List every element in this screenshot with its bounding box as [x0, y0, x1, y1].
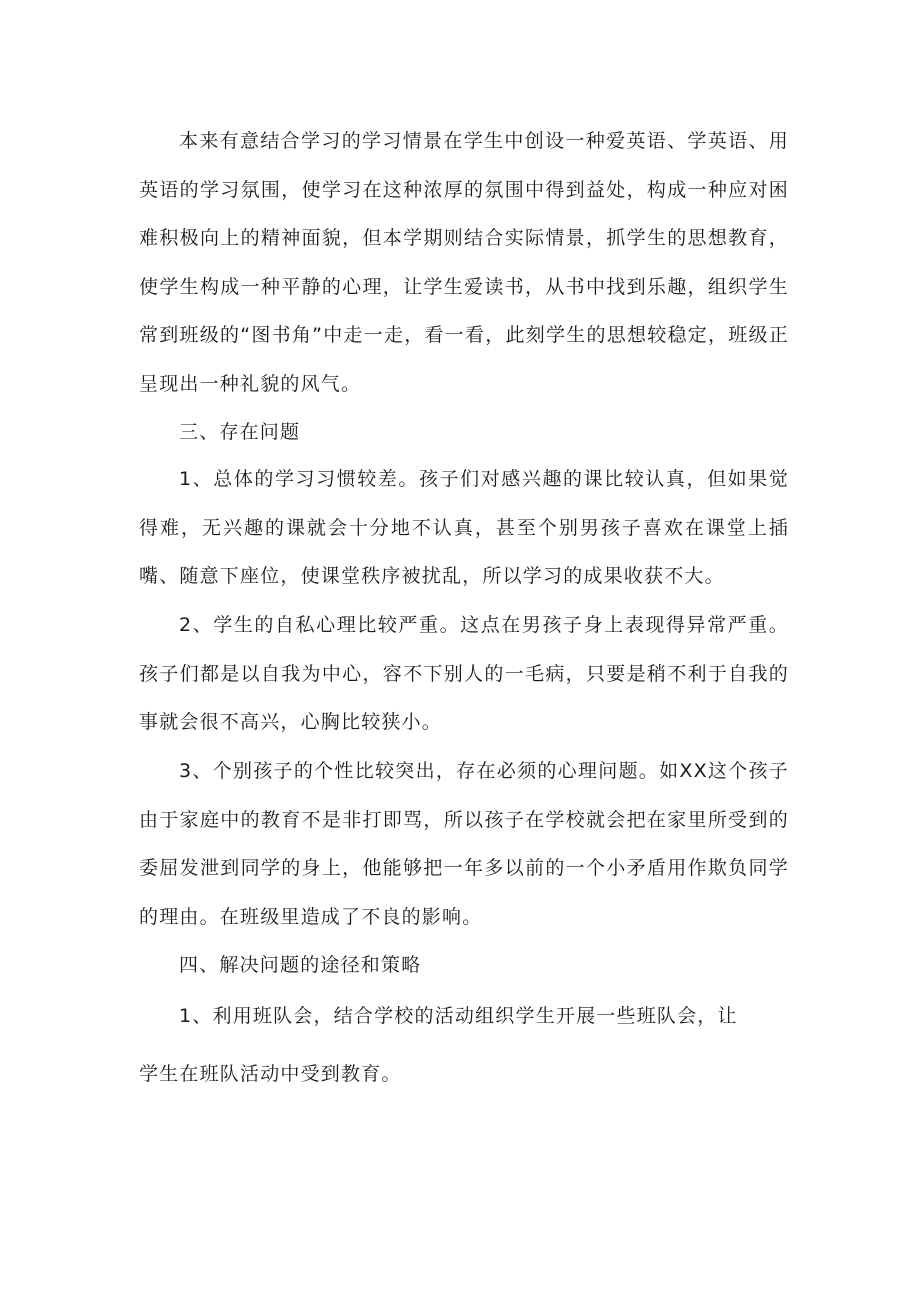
heading-existing-problems: 三、存在问题 — [179, 421, 301, 443]
paragraph-class-atmosphere: 本来有意结合学习的学习情景在学生中创设一种爱英语、学英语、用英语的学习氛围，使学习在这种浓厚的氛围中得到益处，构成一种应对困难积极向上的精神面貌，但本学期则结合实际情景，抓学生的思想教育，使学生构成一种平静的心理，让学生爱读书，从书中找到乐趣，组织学生常到班级的“图书角”中走一走，看一看，此刻学生的思想较稳定，班级正呈现出一种礼貌的风气。 — [139, 130, 789, 395]
paragraph-problem-2: 2、学生的自私心理比较严重。这点在男孩子身上表现得异常严重。孩子们都是以自我为中心，容不下别人的一毛病，只要是稍不利于自我的事就会很不高兴，心胸比较狭小。 — [139, 614, 789, 733]
heading-solutions: 四、解决问题的途径和策略 — [179, 954, 422, 976]
paragraph-problem-3: 3、个别孩子的个性比较突出，存在必须的心理问题。如XX这个孩子由于家庭中的教育不是非打即骂，所以孩子在学校就会把在家里所受到的委屈发泄到同学的身上，他能够把一年多以前的一个小矛盾用作欺负同学的理由。在班级里造成了不良的影响。 — [139, 760, 789, 928]
paragraph-problem-1: 1、总体的学习习惯较差。孩子们对感兴趣的课比较认真，但如果觉得难，无兴趣的课就会十分地不认真，甚至个别男孩子喜欢在课堂上插嘴、随意下座位，使课堂秩序被扰乱，所以学习的成果收获不大。 — [139, 468, 789, 587]
paragraph-solution-1: 1、利用班队会，结合学校的活动组织学生开展一些班队会，让 — [179, 1005, 738, 1027]
paragraph-solution-1-continued: 学生在班队活动中受到教育。 — [139, 1063, 402, 1085]
